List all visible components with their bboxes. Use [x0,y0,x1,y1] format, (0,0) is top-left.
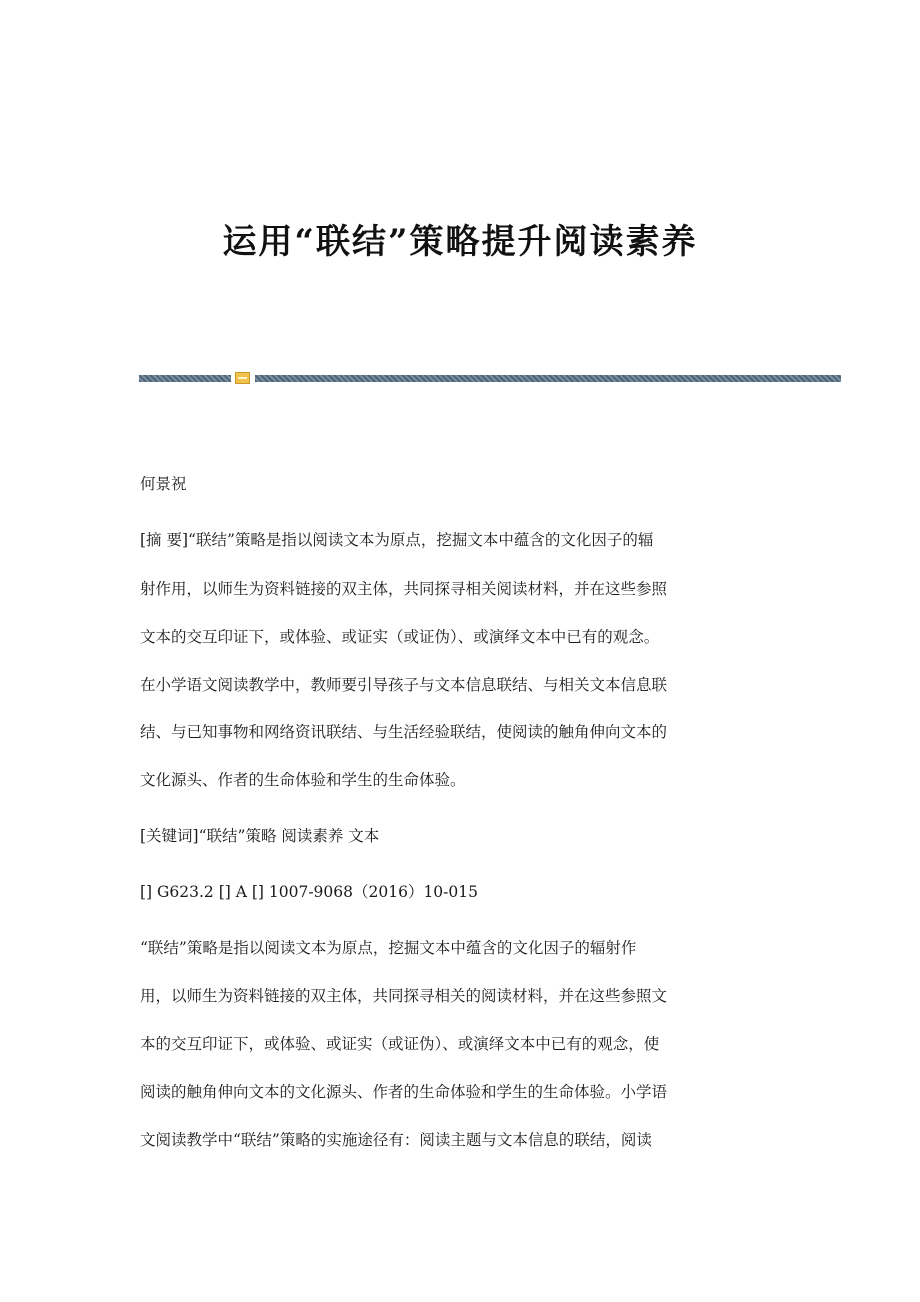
document-title: 运用“联结”策略提升阅读素养 [222,222,698,262]
abstract-line: 射作用，以师生为资料链接的双主体，共同探寻相关阅读材料，并在这些参照 [140,580,668,598]
abstract-line: 文化源头、作者的生命体验和学生的生命体验。 [140,771,466,789]
abstract-line: 文本的交互印证下，或体验、或证实（或证伪）、或演绎文本中已有的观念。 [140,628,660,646]
abstract-line: [摘 要]“联结”策略是指以阅读文本为原点，挖掘文本中蕴含的文化因子的辐 [140,531,654,549]
divider-bar-left [139,375,231,382]
body-line: “联结”策略是指以阅读文本为原点，挖掘文本中蕴含的文化因子的辐射作 [140,939,637,957]
abstract-line: 结、与已知事物和网络资讯联结、与生活经验联结，使阅读的触角伸向文本的 [140,723,668,741]
abstract-line: 在小学语文阅读教学中，教师要引导孩子与文本信息联结、与相关文本信息联 [140,676,668,694]
divider-bar-right [255,375,841,382]
author-name: 何景祝 [140,475,187,493]
divider-ornament-icon [235,372,250,384]
title-divider [139,375,841,384]
body-line: 用，以师生为资料链接的双主体，共同探寻相关的阅读材料，并在这些参照文 [140,987,668,1005]
body-line: 阅读的触角伸向文本的文化源头、作者的生命体验和学生的生命体验。小学语 [140,1083,668,1101]
keywords-line: [关键词]“联结”策略 阅读素养 文本 [140,827,380,845]
body-line: 本的交互印证下，或体验、或证实（或证伪）、或演绎文本中已有的观念，使 [140,1035,660,1053]
body-line: 文阅读教学中“联结”策略的实施途径有：阅读主题与文本信息的联结，阅读 [140,1131,652,1149]
classification-line: [] G623.2 [] A [] 1007-9068（2016）10-015 [140,883,478,901]
